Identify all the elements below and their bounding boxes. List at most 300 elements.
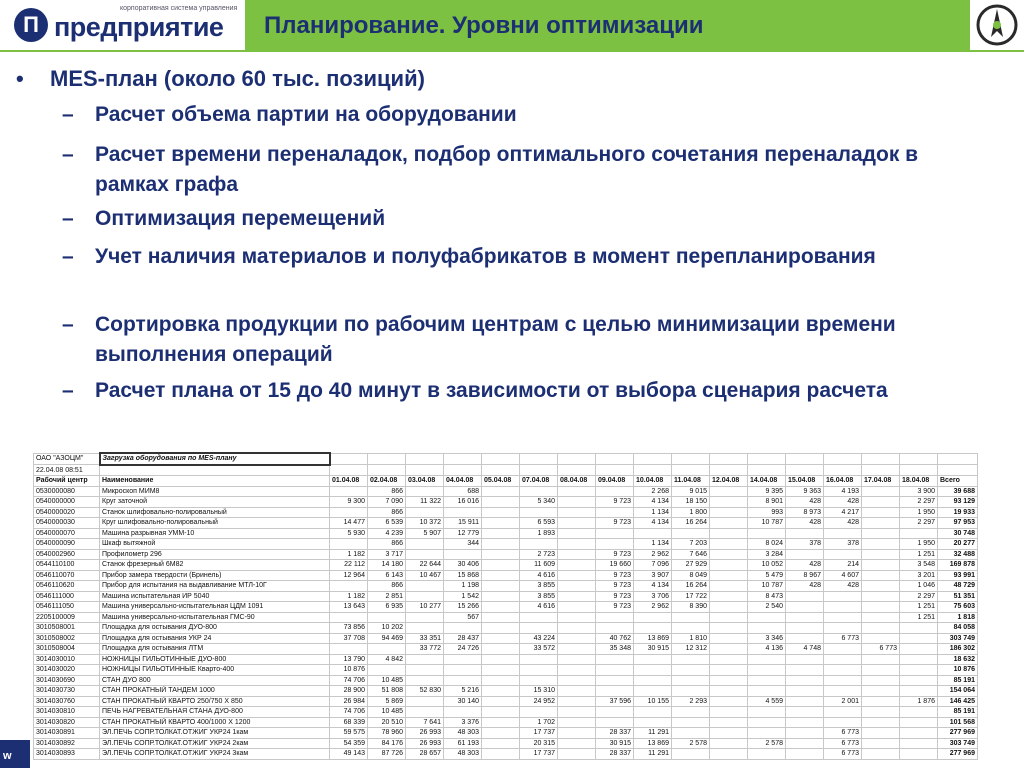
value-cell: 10 155	[634, 696, 672, 707]
value-cell	[558, 581, 596, 592]
value-cell: 48 303	[444, 749, 482, 760]
value-cell: 2 293	[672, 696, 710, 707]
value-cell: 40 762	[596, 633, 634, 644]
value-cell	[482, 633, 520, 644]
spreadsheet-screenshot	[33, 452, 1013, 768]
value-cell	[482, 518, 520, 529]
work-center-cell: 3014030820	[34, 717, 100, 728]
table-row	[34, 591, 978, 602]
column-header: Наименование	[100, 476, 330, 487]
value-cell	[786, 749, 824, 760]
value-cell	[748, 528, 786, 539]
value-cell: 74 706	[330, 675, 368, 686]
value-cell	[482, 728, 520, 739]
table-row	[34, 738, 978, 749]
value-cell: 4 616	[520, 570, 558, 581]
date-column-header: 07.04.08	[520, 476, 558, 487]
total-cell: 146 425	[938, 696, 978, 707]
value-cell: 4 193	[824, 486, 862, 497]
value-cell	[824, 686, 862, 697]
work-center-cell: 0546110070	[34, 570, 100, 581]
sub-bullet-text: Учет наличия материалов и полуфабрикатов в момент перепланирования	[95, 245, 876, 268]
value-cell	[520, 707, 558, 718]
value-cell: 428	[786, 581, 824, 592]
value-cell	[900, 665, 938, 676]
value-cell	[862, 497, 900, 508]
value-cell	[786, 675, 824, 686]
value-cell	[710, 497, 748, 508]
value-cell: 1 950	[900, 539, 938, 550]
work-center-cell: 3010508004	[34, 644, 100, 655]
value-cell	[482, 486, 520, 497]
empty-cell	[786, 465, 824, 476]
work-center-cell: 2205100009	[34, 612, 100, 623]
table-row	[34, 549, 978, 560]
value-cell	[862, 602, 900, 613]
value-cell: 20 315	[520, 738, 558, 749]
date-column-header: 03.04.08	[406, 476, 444, 487]
total-cell: 84 058	[938, 623, 978, 634]
value-cell: 4 134	[634, 518, 672, 529]
work-center-cell: 0546110620	[34, 581, 100, 592]
value-cell: 214	[824, 560, 862, 571]
work-center-cell: 0540000020	[34, 507, 100, 518]
work-center-cell: 3014030892	[34, 738, 100, 749]
value-cell	[900, 633, 938, 644]
value-cell	[558, 528, 596, 539]
total-cell: 20 277	[938, 539, 978, 550]
value-cell	[710, 675, 748, 686]
value-cell: 3 548	[900, 560, 938, 571]
value-cell	[634, 686, 672, 697]
value-cell	[710, 560, 748, 571]
value-cell	[444, 665, 482, 676]
value-cell: 24 952	[520, 696, 558, 707]
value-cell	[862, 539, 900, 550]
value-cell	[558, 497, 596, 508]
name-cell: Микроскоп МИМ8	[100, 486, 330, 497]
value-cell	[406, 707, 444, 718]
value-cell	[710, 623, 748, 634]
value-cell: 19 660	[596, 560, 634, 571]
value-cell: 13 869	[634, 738, 672, 749]
value-cell: 6 143	[368, 570, 406, 581]
value-cell: 11 291	[634, 749, 672, 760]
empty-cell	[558, 465, 596, 476]
empty-cell	[596, 465, 634, 476]
value-cell	[672, 665, 710, 676]
value-cell	[482, 591, 520, 602]
value-cell	[596, 612, 634, 623]
value-cell: 1 251	[900, 549, 938, 560]
date-column-header: 16.04.08	[824, 476, 862, 487]
value-cell	[862, 717, 900, 728]
value-cell: 9 723	[596, 518, 634, 529]
value-cell	[482, 560, 520, 571]
value-cell	[824, 612, 862, 623]
value-cell	[520, 486, 558, 497]
work-center-cell: 3014030020	[34, 665, 100, 676]
value-cell: 2 297	[900, 497, 938, 508]
value-cell	[482, 497, 520, 508]
value-cell	[558, 696, 596, 707]
dash-marker: –	[62, 207, 74, 230]
value-cell	[482, 686, 520, 697]
name-cell: Шкаф вытяжной	[100, 539, 330, 550]
value-cell: 12 964	[330, 570, 368, 581]
value-cell: 94 469	[368, 633, 406, 644]
table-row	[34, 497, 978, 508]
table-row	[34, 749, 978, 760]
value-cell: 9 395	[748, 486, 786, 497]
value-cell	[786, 738, 824, 749]
name-cell: ПЕЧЬ НАГРЕВАТЕЛЬНАЯ СТАНА ДУО-800	[100, 707, 330, 718]
work-center-cell: 3014030893	[34, 749, 100, 760]
value-cell: 2 962	[634, 549, 672, 560]
value-cell	[786, 728, 824, 739]
total-cell: 85 191	[938, 675, 978, 686]
datetime-cell: 22.04.08 08:51	[34, 465, 100, 476]
value-cell: 1 134	[634, 539, 672, 550]
total-cell: 18 632	[938, 654, 978, 665]
value-cell	[406, 581, 444, 592]
bullet-dot: •	[16, 66, 24, 91]
value-cell	[862, 518, 900, 529]
value-cell: 4 616	[520, 602, 558, 613]
value-cell: 4 136	[748, 644, 786, 655]
date-column-header: 04.04.08	[444, 476, 482, 487]
empty-cell	[748, 465, 786, 476]
value-cell	[330, 539, 368, 550]
value-cell	[748, 654, 786, 665]
value-cell	[482, 644, 520, 655]
value-cell	[558, 654, 596, 665]
value-cell	[786, 686, 824, 697]
value-cell: 5 869	[368, 696, 406, 707]
value-cell: 5 340	[520, 497, 558, 508]
value-cell: 6 773	[824, 749, 862, 760]
value-cell	[558, 707, 596, 718]
name-cell: ЭЛ.ПЕЧЬ СОПР.ТОЛКАТ.ОТЖИГ УКР24 2кам	[100, 738, 330, 749]
value-cell	[672, 612, 710, 623]
value-cell	[482, 549, 520, 560]
value-cell	[520, 654, 558, 665]
total-cell: 169 878	[938, 560, 978, 571]
value-cell: 17 737	[520, 749, 558, 760]
empty-cell	[634, 453, 672, 465]
value-cell: 43 224	[520, 633, 558, 644]
company-row	[34, 453, 978, 465]
value-cell	[862, 738, 900, 749]
total-cell: 277 969	[938, 749, 978, 760]
date-column-header: 09.04.08	[596, 476, 634, 487]
work-center-cell: 0540000070	[34, 528, 100, 539]
value-cell: 3 376	[444, 717, 482, 728]
name-cell: Площадка для остывания УКР 24	[100, 633, 330, 644]
value-cell	[672, 707, 710, 718]
value-cell: 1 251	[900, 612, 938, 623]
value-cell	[786, 665, 824, 676]
value-cell: 33 772	[406, 644, 444, 655]
value-cell: 428	[824, 518, 862, 529]
value-cell	[596, 507, 634, 518]
datetime-row	[34, 465, 978, 476]
value-cell	[520, 675, 558, 686]
value-cell	[558, 749, 596, 760]
value-cell: 33 572	[520, 644, 558, 655]
value-cell: 15 310	[520, 686, 558, 697]
empty-cell	[482, 453, 520, 465]
value-cell	[482, 717, 520, 728]
value-cell	[558, 507, 596, 518]
value-cell: 9 723	[596, 581, 634, 592]
work-center-cell: 0546111050	[34, 602, 100, 613]
value-cell: 10 052	[748, 560, 786, 571]
value-cell	[862, 696, 900, 707]
value-cell	[634, 623, 672, 634]
value-cell: 7 090	[368, 497, 406, 508]
name-cell: Площадка для остывания ДУО-800	[100, 623, 330, 634]
value-cell: 428	[824, 581, 862, 592]
value-cell	[406, 696, 444, 707]
value-cell: 4 607	[824, 570, 862, 581]
value-cell	[482, 675, 520, 686]
load-table	[33, 452, 978, 760]
value-cell: 5 216	[444, 686, 482, 697]
value-cell	[710, 728, 748, 739]
value-cell	[558, 591, 596, 602]
value-cell: 344	[444, 539, 482, 550]
value-cell	[786, 654, 824, 665]
value-cell: 13 869	[634, 633, 672, 644]
empty-cell	[368, 465, 406, 476]
value-cell: 11 291	[634, 728, 672, 739]
value-cell: 24 726	[444, 644, 482, 655]
total-cell: 51 351	[938, 591, 978, 602]
logo-mark-icon: П	[14, 8, 48, 42]
empty-cell	[406, 465, 444, 476]
value-cell	[482, 507, 520, 518]
value-cell	[900, 707, 938, 718]
value-cell: 51 808	[368, 686, 406, 697]
value-cell	[824, 654, 862, 665]
value-cell: 52 830	[406, 686, 444, 697]
value-cell	[862, 654, 900, 665]
empty-cell	[444, 453, 482, 465]
date-column-header: 14.04.08	[748, 476, 786, 487]
total-cell: 97 953	[938, 518, 978, 529]
value-cell	[786, 707, 824, 718]
value-cell	[558, 570, 596, 581]
value-cell	[672, 749, 710, 760]
value-cell	[368, 644, 406, 655]
value-cell: 87 726	[368, 749, 406, 760]
value-cell	[862, 581, 900, 592]
value-cell: 16 016	[444, 497, 482, 508]
value-cell	[710, 633, 748, 644]
value-cell	[900, 738, 938, 749]
value-cell: 11 322	[406, 497, 444, 508]
report-title-cell: Загрузка оборудования по MES-плану	[100, 453, 330, 465]
dash-marker: –	[62, 313, 74, 336]
value-cell	[444, 654, 482, 665]
name-cell: Профилометр 296	[100, 549, 330, 560]
total-cell: 186 302	[938, 644, 978, 655]
value-cell	[824, 549, 862, 560]
value-cell	[824, 717, 862, 728]
value-cell	[710, 749, 748, 760]
value-cell	[710, 518, 748, 529]
value-cell	[596, 717, 634, 728]
value-cell	[786, 717, 824, 728]
value-cell: 1 702	[520, 717, 558, 728]
value-cell: 2 578	[748, 738, 786, 749]
value-cell: 78 960	[368, 728, 406, 739]
value-cell	[786, 528, 824, 539]
value-cell	[710, 539, 748, 550]
value-cell	[482, 665, 520, 676]
value-cell: 428	[824, 497, 862, 508]
value-cell	[786, 623, 824, 634]
value-cell	[824, 707, 862, 718]
value-cell: 3 346	[748, 633, 786, 644]
total-cell: 303 749	[938, 633, 978, 644]
work-center-cell: 3014030891	[34, 728, 100, 739]
value-cell	[330, 612, 368, 623]
empty-cell	[100, 465, 330, 476]
value-cell: 2 851	[368, 591, 406, 602]
value-cell: 22 112	[330, 560, 368, 571]
date-column-header: 18.04.08	[900, 476, 938, 487]
name-cell: Машина универсально-испытательная ЦДМ 1091	[100, 602, 330, 613]
value-cell	[520, 623, 558, 634]
value-cell: 2 962	[634, 602, 672, 613]
value-cell	[900, 654, 938, 665]
value-cell: 2 578	[672, 738, 710, 749]
value-cell: 20 510	[368, 717, 406, 728]
value-cell: 866	[368, 486, 406, 497]
value-cell: 2 297	[900, 591, 938, 602]
value-cell	[862, 633, 900, 644]
value-cell: 3 855	[520, 581, 558, 592]
total-cell: 85 191	[938, 707, 978, 718]
total-cell: 75 603	[938, 602, 978, 613]
value-cell	[710, 581, 748, 592]
value-cell: 8 024	[748, 539, 786, 550]
value-cell: 30 406	[444, 560, 482, 571]
name-cell: Круг заточной	[100, 497, 330, 508]
value-cell	[900, 749, 938, 760]
value-cell	[444, 675, 482, 686]
value-cell: 1 182	[330, 591, 368, 602]
value-cell	[444, 507, 482, 518]
empty-cell	[786, 453, 824, 465]
value-cell: 993	[748, 507, 786, 518]
value-cell	[558, 686, 596, 697]
value-cell	[406, 665, 444, 676]
value-cell	[900, 623, 938, 634]
table-row	[34, 644, 978, 655]
value-cell: 10 485	[368, 707, 406, 718]
value-cell	[596, 686, 634, 697]
total-cell: 93 129	[938, 497, 978, 508]
value-cell: 6 773	[862, 644, 900, 655]
value-cell	[900, 675, 938, 686]
value-cell	[862, 707, 900, 718]
value-cell: 13 643	[330, 602, 368, 613]
value-cell	[330, 581, 368, 592]
sub-bullet-text: Оптимизация перемещений	[95, 207, 386, 230]
value-cell	[862, 623, 900, 634]
value-cell: 2 001	[824, 696, 862, 707]
table-row	[34, 602, 978, 613]
value-cell: 2 297	[900, 518, 938, 529]
value-cell	[672, 675, 710, 686]
date-column-header: 05.04.08	[482, 476, 520, 487]
value-cell: 18 150	[672, 497, 710, 508]
work-center-cell: 3014030730	[34, 686, 100, 697]
value-cell	[748, 749, 786, 760]
value-cell	[596, 528, 634, 539]
value-cell	[862, 728, 900, 739]
value-cell	[634, 612, 672, 623]
sub-bullet-text: Расчет объема партии на оборудовании	[95, 103, 517, 126]
dash-marker: –	[62, 245, 74, 268]
value-cell	[672, 654, 710, 665]
value-cell	[748, 665, 786, 676]
value-cell: 8 973	[786, 507, 824, 518]
value-cell	[558, 612, 596, 623]
value-cell: 7 096	[634, 560, 672, 571]
date-column-header: 15.04.08	[786, 476, 824, 487]
value-cell: 3 706	[634, 591, 672, 602]
table-row	[34, 728, 978, 739]
value-cell: 9 363	[786, 486, 824, 497]
empty-cell	[444, 465, 482, 476]
table-row	[34, 528, 978, 539]
value-cell	[862, 570, 900, 581]
value-cell: 6 593	[520, 518, 558, 529]
value-cell	[634, 528, 672, 539]
empty-cell	[862, 465, 900, 476]
total-cell: 30 748	[938, 528, 978, 539]
name-cell: СТАН ПРОКАТНЫЙ КВАРТО 400/1000 Х 1200	[100, 717, 330, 728]
value-cell	[710, 717, 748, 728]
value-cell: 26 993	[406, 738, 444, 749]
empty-cell	[900, 453, 938, 465]
empty-cell	[824, 453, 862, 465]
dash-marker: –	[62, 379, 74, 402]
value-cell	[482, 654, 520, 665]
value-cell: 28 337	[596, 749, 634, 760]
slide-title: Планирование. Уровни оптимизации	[264, 12, 704, 39]
value-cell	[482, 602, 520, 613]
value-cell	[596, 707, 634, 718]
empty-cell	[748, 453, 786, 465]
value-cell	[824, 602, 862, 613]
value-cell	[406, 654, 444, 665]
total-cell: 277 969	[938, 728, 978, 739]
value-cell	[634, 707, 672, 718]
empty-cell	[368, 453, 406, 465]
work-center-cell: 3014030810	[34, 707, 100, 718]
value-cell	[558, 675, 596, 686]
value-cell	[406, 675, 444, 686]
value-cell: 61 193	[444, 738, 482, 749]
value-cell	[710, 528, 748, 539]
value-cell: 378	[786, 539, 824, 550]
value-cell	[710, 549, 748, 560]
